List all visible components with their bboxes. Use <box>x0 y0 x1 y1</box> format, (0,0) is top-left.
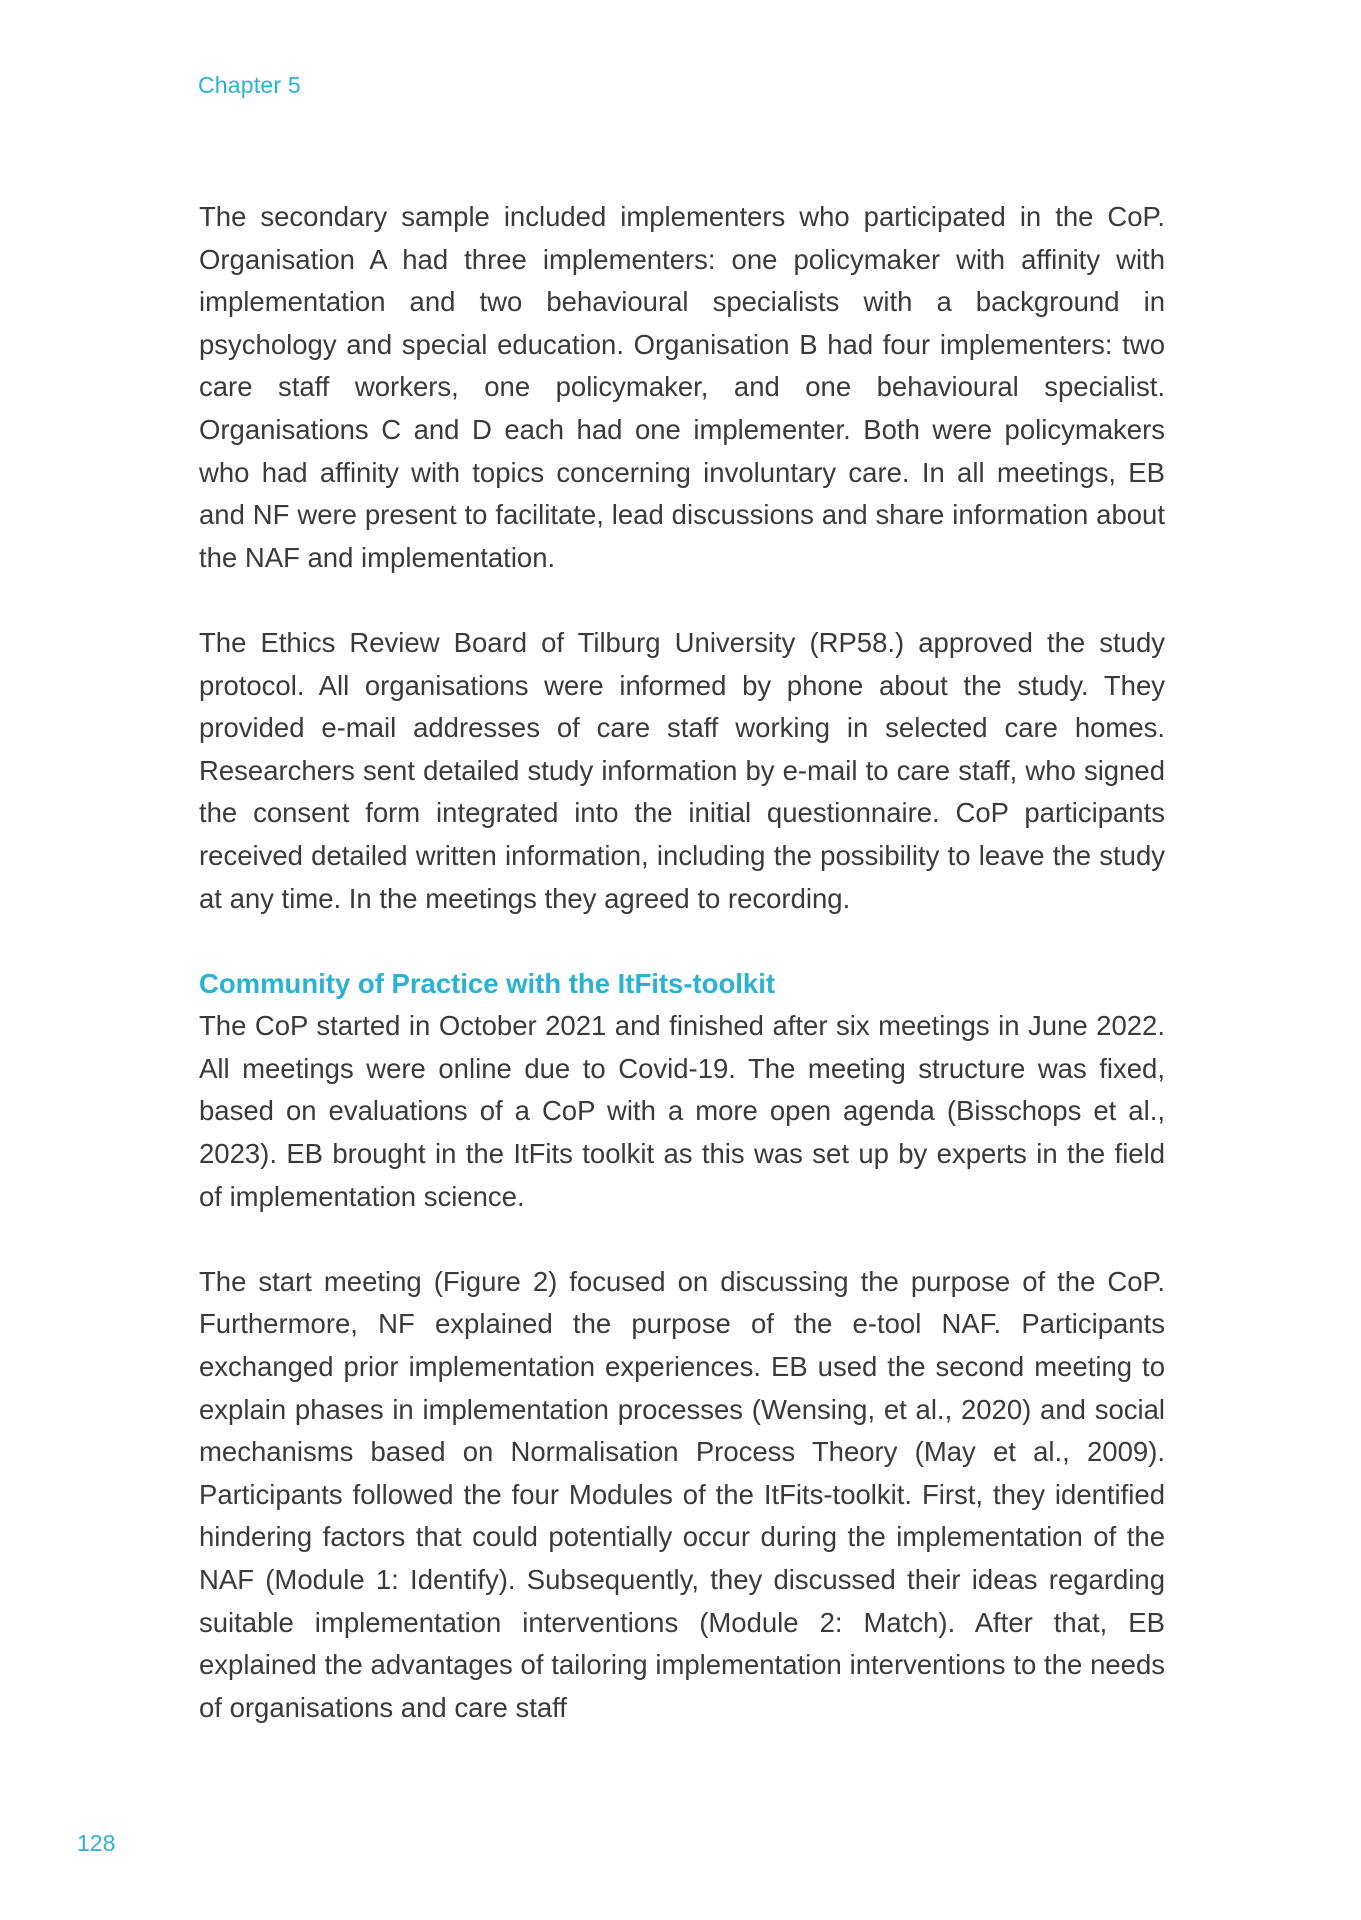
page-number: 128 <box>77 1830 116 1856</box>
paragraph-start-meeting: The start meeting (Figure 2) focused on discussing the purpose of the CoP. Furthermore, NF explained the purpose of the e-tool NAF. Participants exchanged prior implementation experiences. EB used the second meeting to explain phases in implementation processes (Wensing, et al., 2020) and social mechanisms based on Normalisation Process Theory (May et al., 2009). Participants followed the four Modules of the ItFits-toolkit. First, they identified hindering factors that could potentially occur during the implementation of the NAF (Module 1: Identify). Subsequently, they discussed their ideas regarding suitable implementation interventions (Module 2: Match). After that, EB explained the advantages of tailoring implementation interventions to the needs of organisations and care staff <box>199 1265 1165 1723</box>
section-heading: Community of Practice with the ItFits-toolkit <box>199 967 775 999</box>
paragraph-secondary-sample: The secondary sample included implementers who participated in the CoP. Organisation A had three implementers: one policymaker with affinity with implementation and two behavioural specialists with a background in psychology and special education. Organisation B had four implementers: two care staff workers, one policymaker, and one behavioural specialist. Organisations C and D each had one implementer. Both were policymakers who had affinity with topics concerning involuntary care. In all meetings, EB and NF were present to facilitate, lead discussions and share information about the NAF and implementation. <box>199 201 1165 573</box>
paragraph-cop-start: The CoP started in October 2021 and finished after six meetings in June 2022. All meetings were online due to Covid-19. The meeting structure was fixed, based on evaluations of a CoP with a more open agenda (Bisschops et al., 2023). EB brought in the ItFits toolkit as this was set up by experts in the field of implementation science. <box>199 1010 1165 1212</box>
paragraph-ethics-review: The Ethics Review Board of Tilburg University (RP58.) approved the study protocol. All organisations were informed by phone about the study. They provided e-mail addresses of care staff working in selected care homes. Researchers sent detailed study information by e-mail to care staff, who signed the consent form integrated into the initial questionnaire. CoP participants received detailed written information, including the possibility to leave the study at any time. In the meetings they agreed to recording. <box>199 626 1165 914</box>
chapter-header: Chapter 5 <box>198 72 301 98</box>
page-body <box>199 196 1165 1729</box>
